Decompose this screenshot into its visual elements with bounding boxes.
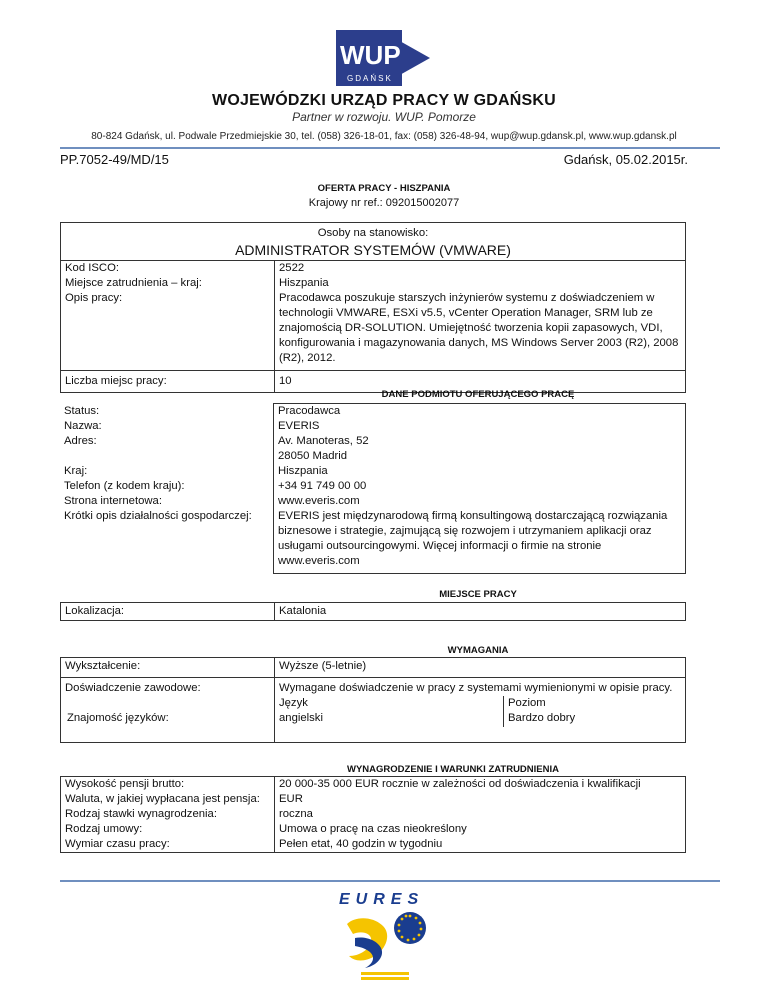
national-reference-label: Krajowy nr ref.: — [308, 197, 386, 209]
experience-and-languages-labels — [61, 678, 275, 743]
salary-table — [60, 776, 686, 853]
employer-section-title: DANE PODMIOTU OFERUJĄCEGO PRACĘ — [381, 389, 575, 400]
working-hours-label: Wymiar czasu pracy: — [61, 837, 275, 853]
contract-type-value: Umowa o pracę na czas nieokreślony — [275, 822, 686, 837]
gross-salary-label: Wysokość pensji brutto: — [61, 777, 275, 793]
position-table — [60, 222, 686, 393]
employer-address-label: Adres: — [64, 435, 97, 447]
job-description-label: Opis pracy: — [61, 291, 275, 371]
contract-type-label: Rodzaj umowy: — [61, 822, 275, 837]
national-reference-value: 092015002077 — [385, 197, 460, 209]
language-col-header: Język — [279, 697, 308, 709]
persons-label: Osoby na stanowisko: — [317, 227, 429, 239]
experience-label: Doświadczenie zawodowe: — [65, 682, 201, 694]
eures-ribbon — [361, 972, 409, 975]
eures-logo-text: EURES — [339, 891, 425, 908]
website-label: Strona internetowa: — [64, 495, 162, 507]
location-label: Lokalizacja: — [61, 603, 275, 621]
isco-label: Kod ISCO: — [61, 261, 275, 277]
activity-label: Krótki opis działalności gospodarczej: — [64, 510, 252, 522]
salary-section-title: WYNAGRODZENIE I WARUNKI ZATRUDNIENIA — [347, 764, 559, 775]
status-label: Status: — [64, 404, 100, 417]
workplace-table — [60, 602, 686, 621]
rate-type-value: roczna — [275, 807, 686, 822]
country-value: Hiszpania — [275, 276, 686, 291]
eures-ribbon-2 — [361, 977, 409, 980]
job-description-value: Pracodawca poszukuje starszych inżynierów systemu z doświadczeniem w technologii VMWARE, ESXi v5.5, vCenter Operation Manager, SRM lub ze znajomością DR-SOLUTION. Umiejętność tworzenia kopii zapasowych, VDI, konfigurowania i magazynowania danych, MS Windows Server 2003 (R2), 2008 (R2), 2012. — [275, 291, 686, 371]
isco-value: 2522 — [275, 261, 686, 277]
currency-label: Waluta, w jakiej wypłacana jest pensja: — [61, 792, 275, 807]
currency-value: EUR — [275, 792, 686, 807]
employer-address-value — [274, 434, 686, 464]
country-label: Miejsce zatrudnienia – kraj: — [61, 276, 275, 291]
status-value: Pracodawca — [274, 404, 686, 420]
logo-subtext: GDAŃSK — [347, 74, 393, 83]
experience-value: Wymagane doświadczenie w pracy z systemami wymienionymi w opisie pracy. — [279, 682, 673, 694]
position-header-cell — [61, 223, 686, 261]
footer-divider — [60, 880, 720, 882]
eures-logo — [325, 886, 445, 986]
address-line-2: 28050 Madrid — [278, 450, 348, 462]
employer-name-value: EVERIS — [274, 419, 686, 434]
languages-table — [275, 696, 685, 727]
requirements-table — [60, 657, 686, 743]
employer-country-value: Hiszpania — [274, 464, 686, 479]
national-reference — [0, 197, 768, 209]
rate-type-label: Rodzaj stawki wynagrodzenia: — [61, 807, 275, 822]
address-line-1: Av. Manoteras, 52 — [278, 435, 369, 447]
employer-table — [60, 403, 686, 574]
phone-label: Telefon (z kodem kraju): — [64, 480, 185, 492]
org-address: 80-824 Gdańsk, ul. Podwale Przedmiejskie 30, tel. (058) 326-18-01, fax: (058) 326-48-94, wup@wup.gdansk.pl, www.wup.gdansk.pl — [91, 131, 677, 142]
language-name: angielski — [279, 712, 323, 724]
vacancies-label: Liczba miejsc pracy: — [61, 371, 275, 393]
level-col-header: Poziom — [504, 696, 686, 711]
logo-text: WUP — [340, 40, 401, 70]
org-tagline: Partner w rozwoju. WUP. Pomorze — [292, 110, 476, 124]
gross-salary-value: 20 000-35 000 EUR rocznie w zależności od doświadczenia i kwalifikacji — [275, 777, 686, 793]
location-value: Katalonia — [275, 603, 686, 621]
document-date: Gdańsk, 05.02.2015r. — [563, 152, 688, 167]
languages-label: Znajomość języków: — [67, 712, 169, 724]
header-divider — [60, 147, 720, 149]
workplace-section-title: MIEJSCE PRACY — [439, 589, 517, 600]
employer-country-label: Kraj: — [64, 465, 88, 477]
org-name: WOJEWÓDZKI URZĄD PRACY W GDAŃSKU — [212, 92, 556, 109]
offer-title: OFERTA PRACY - HISZPANIA — [317, 183, 451, 194]
experience-and-languages-values — [275, 678, 686, 743]
employer-name-label: Nazwa: — [64, 420, 102, 432]
language-level: Bardzo dobry — [504, 711, 686, 727]
vacancies-value: 10 — [275, 371, 686, 393]
working-hours-value: Pełen etat, 40 godzin w tygodniu — [275, 837, 686, 853]
phone-value: +34 91 749 00 00 — [274, 479, 686, 494]
activity-value: EVERIS jest międzynarodową firmą konsultingową dostarczającą rozwiązania biznesowe i strategie, zajmującą się rozwojem i utrzymaniem aplikacji oraz usługami outsourcingowymi. Więcej informacji o firmie na stronie www.everis.com — [274, 509, 686, 574]
education-label: Wykształcenie: — [61, 658, 275, 678]
education-value: Wyższe (5-letnie) — [275, 658, 686, 678]
reference-number: PP.7052-49/MD/15 — [60, 152, 169, 167]
position-title: ADMINISTRATOR SYSTEMÓW (VMWARE) — [235, 242, 511, 258]
wup-logo — [336, 30, 432, 88]
website-value: www.everis.com — [274, 494, 686, 509]
requirements-section-title: WYMAGANIA — [447, 645, 509, 656]
